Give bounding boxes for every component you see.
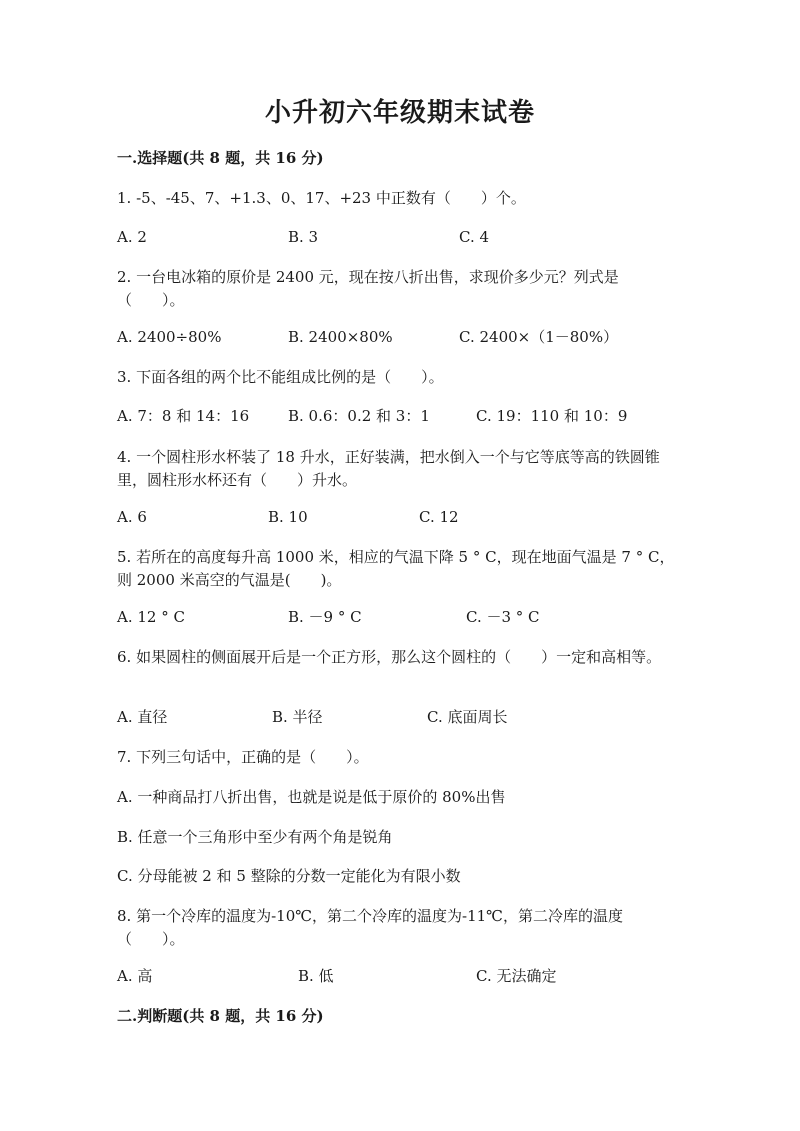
question-8-option-c: C. 无法确定: [476, 967, 557, 985]
question-3-option-c: C. 19：110 和 10：9: [476, 407, 628, 425]
question-1-option-a: A. 2: [117, 228, 147, 246]
question-1-option-b: B. 3: [288, 228, 319, 246]
question-5-stem: 5. 若所在的高度每升高 1000 米，相应的气温下降 5 ° C，现在地面气温是 7 ° C，则 2000 米高空的气温是( )。: [117, 548, 675, 589]
question-4-option-c: C. 12: [419, 508, 459, 526]
question-2-stem: 2. 一台电冰箱的原价是 2400 元，现在按八折出售，求现价多少元？列式是（ ）。: [117, 268, 619, 309]
question-6-option-b: B. 半径: [272, 708, 323, 726]
question-8-option-b: B. 低: [298, 967, 334, 985]
question-6-option-c: C. 底面周长: [427, 708, 508, 726]
question-4-option-b: B. 10: [268, 508, 308, 526]
question-2-option-c: C. 2400×（1－80%）: [459, 328, 619, 346]
question-7-option-a: A. 一种商品打八折出售，也就是说是低于原价的 80%出售: [117, 788, 506, 806]
question-2-option-a: A. 2400÷80%: [117, 328, 222, 346]
question-4-stem: 4. 一个圆柱形水杯装了 18 升水，正好装满，把水倒入一个与它等底等高的铁圆锥里，圆柱形水杯还有（ ）升水。: [117, 448, 660, 489]
question-5-option-a: A. 12 ° C: [117, 608, 185, 626]
question-1-option-c: C. 4: [459, 228, 490, 246]
page-title: 小升初六年级期末试卷: [264, 98, 535, 128]
question-6-option-a: A. 直径: [117, 708, 168, 726]
question-3-option-b: B. 0.6：0.2 和 3：1: [288, 407, 430, 425]
question-8-stem: 8. 第一个冷库的温度为-10℃，第二个冷库的温度为-11℃，第二冷库的温度（ ）。: [117, 907, 623, 948]
question-1-stem: 1. -5、-45、7、+1.3、0、17、+23 中正数有（ ）个。: [117, 189, 526, 207]
question-5-option-b: B. －9 ° C: [288, 608, 362, 626]
question-2-option-b: B. 2400×80%: [288, 328, 393, 346]
question-7-option-c: C. 分母能被 2 和 5 整除的分数一定能化为有限小数: [117, 867, 461, 885]
question-4-option-a: A. 6: [117, 508, 147, 526]
section-header-multiple-choice: 一.选择题(共 8 题，共 16 分): [117, 149, 324, 167]
question-5-option-c: C. －3 ° C: [466, 608, 540, 626]
question-3-stem: 3. 下面各组的两个比不能组成比例的是（ ）。: [117, 368, 444, 386]
question-8-option-a: A. 高: [117, 967, 153, 985]
question-7-option-b: B. 任意一个三角形中至少有两个角是锐角: [117, 828, 393, 846]
question-6-stem: 6. 如果圆柱的侧面展开后是一个正方形，那么这个圆柱的（ ）一定和高相等。: [117, 648, 662, 666]
question-7-stem: 7. 下列三句话中，正确的是（ ）。: [117, 748, 369, 766]
question-3-option-a: A. 7：8 和 14：16: [117, 407, 250, 425]
section-header-true-false: 二.判断题(共 8 题，共 16 分): [117, 1007, 324, 1025]
